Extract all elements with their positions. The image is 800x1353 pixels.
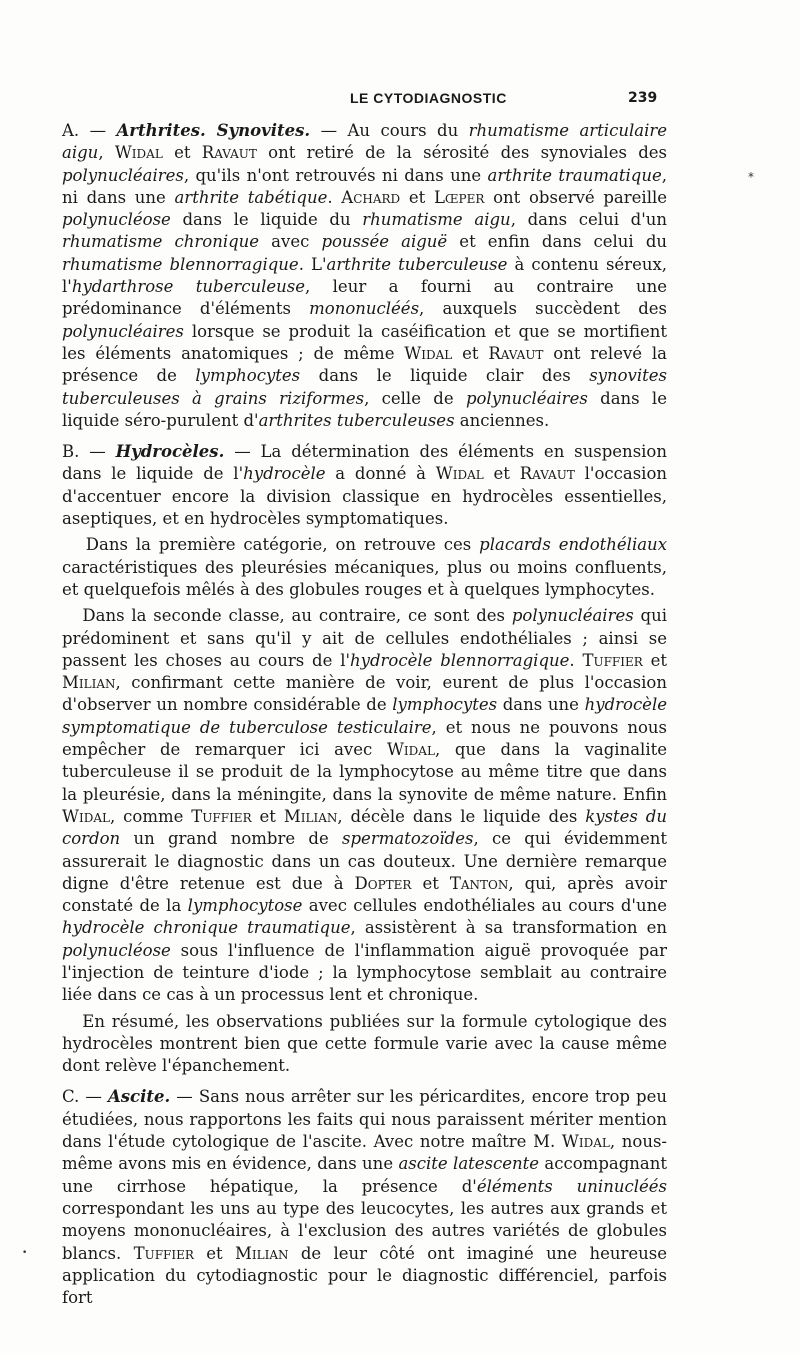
paragraph-en-resume: En résumé, les observations publiées sur la formule cytologique des hydrocèles montrent bien que cette formule varie avec la cause même dont relève l'épanchement.: [62, 1011, 667, 1076]
section-letter-a: A. —: [62, 121, 107, 140]
paragraph-seconde-classe: Dans la seconde classe, au contraire, ce sont des polynucléaires qui prédominent et sans qu'il y ait de cellules endothéliales ; ainsi se passent les choses au cours de l'hydrocèle blennorragique. Tuffier et Milian, confirmant cette manière de voir, eurent de plus l'occasion d'observer un nombre considérable de lymphocytes dans une hydrocèle symptomatique de tuberculose testiculaire, et nous ne pouvons nous empêcher de remarquer ici avec Widal, que dans la vaginalite tuberculeuse il se produit de la lymphocytose au même titre que dans la pleurésie, dans la méningite, dans la synovite de même nature. Enfin Widal, comme Tuffier et Milian, décèle dans le liquide des kystes du cordon un grand nombre de spermatozoïdes, ce qui évidemment assurerait le diagnostic dans un cas douteux. Une dernière remarque digne d'être retenue est due à Dopter et Tanton, qui, après avoir constaté de la lymphocytose avec cellules endothéliales au cours d'une hydrocèle chronique traumatique, assistèrent à sa transformation en polynucléose sous l'influence de l'inflammation aiguë provoquée par l'injection de teinture d'iode ; la lymphocytose semblait au contraire liée dans ce cas à un processus lent et chronique.: [62, 606, 668, 1005]
paragraph-premiere-categorie: Dans la première catégorie, on retrouve ces placards endothéliaux caractéristiques des pleurésies mécaniques, plus ou moins confluents, et quelquefois mêlés à des globules rouges et à quelques lymphocytes.: [62, 535, 667, 599]
running-head: [62, 90, 682, 114]
section-title-ascite: Ascite.: [107, 1087, 171, 1107]
section-letter-c: C. —: [62, 1087, 102, 1107]
margin-asterisk-mark: *: [748, 170, 754, 184]
section-dash-b: —: [234, 442, 251, 462]
body-text: [62, 120, 667, 1313]
margin-dot-mark: •: [22, 1248, 28, 1258]
section-dash-a: —: [320, 121, 338, 140]
section-title-arthrites: Arthrites. Synovites.: [116, 121, 311, 140]
paragraph-ascite: C. — Ascite. — Sans nous arrêter sur les péricardites, encore trop peu étudiées, nous rapportons les faits qui nous paraissent mériter mention dans l'étude cytologique de l'ascite. Avec notre maître M. Widal, nous-même avons mis en évidence, dans une ascite latescente accompagnant une cirrhose hépatique, la présence d'éléments uninucléés correspondant les uns au type des leucocytes, les autres aux grands et moyens mononucléaires, à l'exclusion des autres variétés de globules blancs. Tuffier et Milian de leur côté ont imaginé une heureuse application du cytodiagnostic pour le diagnostic différenciel, parfois fort: [62, 1087, 668, 1308]
section-dash-c: —: [176, 1087, 193, 1107]
paragraph-arthrites: A. — Arthrites. Synovites. — Au cours du rhumatisme articulaire aigu, Widal et Ravaut ont retiré de la sérosité des synoviales des polynucléaires, qu'ils n'ont retrouvés ni dans une arthrite traumatique, ni dans une arthrite tabétique. Achard et Lœper ont observé pareille polynucléose dans le liquide du rhumatisme aigu, dans celui d'un rhumatisme chronique avec poussée aiguë et enfin dans celui du rhumatisme blennorragique. L'arthrite tuberculeuse à contenu séreux, l'hydarthrose tuberculeuse, leur a fourni au contraire une prédominance d'éléments mononucléés, auxquels succèdent des polynucléaires lorsque se produit la caséification et que se mortifient les éléments anatomiques ; de même Widal et Ravaut ont relevé la présence de lymphocytes dans le liquide clair des synovites tuberculeuses à grains riziformes, celle de polynucléaires dans le liquide séro-purulent d'arthrites tuberculeuses anciennes.: [62, 121, 668, 430]
section-title-hydroceles: Hydrocèles.: [115, 442, 225, 462]
page-number: 239: [628, 90, 658, 106]
running-title: LE CYTODIAGNOSTIC: [350, 90, 507, 106]
paragraph-hydroceles: B. — Hydrocèles. — La détermination des éléments en suspension dans le liquide de l'hydrocèle a donné à Widal et Ravaut l'occasion d'accentuer encore la division classique en hydrocèles essentielles, aseptiques, et en hydrocèles symptomatiques.: [62, 442, 668, 529]
section-letter-b: B. —: [62, 442, 106, 462]
